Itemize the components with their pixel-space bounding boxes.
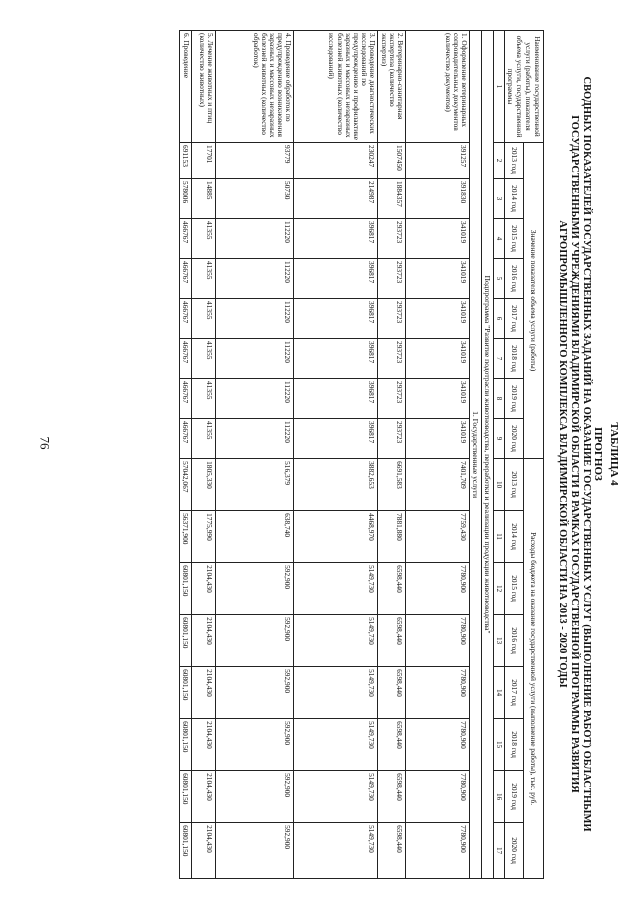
subprogram-row [482, 31, 494, 879]
volume-value: 391257 [406, 143, 470, 179]
year-header: 2015 год [505, 563, 525, 615]
expense-value: 7780,900 [406, 667, 470, 719]
expense-value: 592,900 [216, 771, 294, 823]
year-header: 2019 год [505, 771, 525, 823]
volume-value: 341019 [406, 379, 470, 419]
volume-value: 391830 [406, 179, 470, 219]
expense-value: 7780,900 [406, 615, 470, 667]
expense-value: 6598,440 [378, 823, 406, 879]
expense-value: 592,900 [216, 667, 294, 719]
column-number: 9 [494, 419, 505, 459]
volume-value: 466767 [180, 219, 192, 259]
column-number: 8 [494, 379, 505, 419]
expense-value: 7401,709 [406, 459, 470, 511]
year-header: 2015 год [505, 219, 525, 259]
year-header: 2018 год [505, 339, 525, 379]
table-row [406, 31, 470, 879]
year-header: 2013 год [505, 143, 525, 179]
volume-value: 112220 [216, 379, 294, 419]
expense-value: 5149,730 [294, 771, 378, 823]
expense-value: 5149,730 [294, 823, 378, 879]
volume-value: 293723 [378, 299, 406, 339]
year-header: 2020 год [505, 419, 525, 459]
section-title: 1. Государственные услуги [470, 31, 482, 879]
expense-value: 5149,730 [294, 719, 378, 771]
volume-value: 41355 [192, 419, 216, 459]
volume-value: 41355 [192, 379, 216, 419]
volume-value: 112220 [216, 419, 294, 459]
volume-value: 341019 [406, 419, 470, 459]
year-header: 2013 год [505, 459, 525, 511]
volume-value: 466767 [180, 299, 192, 339]
column-number: 13 [494, 615, 505, 667]
volume-value: 396817 [294, 259, 378, 299]
year-header: 2014 год [505, 179, 525, 219]
expense-value: 2104,430 [192, 667, 216, 719]
volume-value: 214987 [294, 179, 378, 219]
column-number: 12 [494, 563, 505, 615]
service-name: 3. Проведение диагностических исследований по предупреждению и профилактике заразных и массовых незаразных болезней животных (количество исследований) [294, 31, 378, 143]
expense-value: 592,900 [216, 719, 294, 771]
volume-value: 112220 [216, 299, 294, 339]
expense-value: 56371,900 [180, 511, 192, 563]
year-header: 2017 год [505, 667, 525, 719]
column-number: 4 [494, 219, 505, 259]
expense-header: Расходы бюджета на оказание государственной услуги (выполнение работы), тыс. руб. [524, 459, 544, 879]
volume-value: 41355 [192, 299, 216, 339]
expense-value: 2104,430 [192, 771, 216, 823]
expense-value: 4468,970 [294, 511, 378, 563]
volume-value: 112220 [216, 219, 294, 259]
title-line-2: ГОСУДАРСТВЕННЫМИ УЧРЕЖДЕНИЯМИ ВЛАДИМИРСКОЙ ОБЛАСТИ В РАМКАХ ГОСУДАРСТВЕННОЙ ПРОГРАММЫ РАЗВИТИЯ [569, 115, 580, 793]
expense-value: 1805,330 [192, 459, 216, 511]
table-row [180, 31, 192, 879]
year-header: 2016 год [505, 259, 525, 299]
volume-value: 396817 [294, 299, 378, 339]
section-row [470, 31, 482, 879]
volume-value: 41355 [192, 219, 216, 259]
table-row [294, 31, 378, 879]
expense-value: 60801,150 [180, 563, 192, 615]
expense-value: 6598,440 [378, 771, 406, 823]
year-header: 2019 год [505, 379, 525, 419]
column-number: 2 [494, 143, 505, 179]
expense-value: 7780,900 [406, 823, 470, 879]
expense-value: 592,900 [216, 563, 294, 615]
expense-value: 7780,900 [406, 563, 470, 615]
expense-value: 7780,900 [406, 771, 470, 823]
volume-value: 112220 [216, 339, 294, 379]
expense-value: 60801,150 [180, 771, 192, 823]
volume-value: 14885 [192, 179, 216, 219]
volume-value: 293723 [378, 339, 406, 379]
volume-value: 341019 [406, 259, 470, 299]
expense-value: 60801,150 [180, 823, 192, 879]
title-line-3: АГРОПРОМЫШЛЕННОГО КОМПЛЕКСА ВЛАДИМИРСКОЙ ОБЛАСТИ НА 2013 - 2020 ГОДЫ [557, 220, 568, 688]
expense-value: 2104,430 [192, 615, 216, 667]
name-header: Наименование государственной услуги (работы), показателя объема услуги, государственной программы [505, 31, 544, 143]
expense-value: 2104,430 [192, 563, 216, 615]
column-number: 6 [494, 299, 505, 339]
volume-value: 341019 [406, 219, 470, 259]
expense-value: 6598,440 [378, 719, 406, 771]
volume-header: Значение показателя объема услуги (работы) [524, 143, 544, 459]
year-header: 2017 год [505, 299, 525, 339]
column-number: 5 [494, 259, 505, 299]
year-header: 2016 год [505, 615, 525, 667]
volume-value: 1884357 [378, 179, 406, 219]
expense-value: 60801,150 [180, 615, 192, 667]
table-label: ТАБЛИЦА 4 [608, 422, 620, 486]
expense-value: 516,379 [216, 459, 294, 511]
expense-value: 7881,880 [378, 511, 406, 563]
column-number: 14 [494, 667, 505, 719]
expense-value: 6691,583 [378, 459, 406, 511]
document-title: ПРОГНОЗ [592, 427, 604, 481]
volume-value: 41355 [192, 339, 216, 379]
volume-value: 396817 [294, 379, 378, 419]
service-name: 4. Проведение обработок по предупреждению возникновения заразных и массовых незаразных болезней животных (количество обработок) [216, 31, 294, 143]
expense-value: 7759,430 [406, 511, 470, 563]
column-number: 3 [494, 179, 505, 219]
column-number: 16 [494, 771, 505, 823]
volume-value: 396817 [294, 419, 378, 459]
column-number: 11 [494, 511, 505, 563]
year-header: 2020 год [505, 823, 525, 879]
volume-value: 93779 [216, 143, 294, 179]
volume-value: 466767 [180, 339, 192, 379]
expense-value: 5149,730 [294, 563, 378, 615]
volume-value: 50730 [216, 179, 294, 219]
volume-value: 293723 [378, 259, 406, 299]
expense-value: 2104,430 [192, 823, 216, 879]
column-number: 1 [494, 31, 505, 143]
expense-value: 1775,990 [192, 511, 216, 563]
volume-value: 578006 [180, 179, 192, 219]
volume-value: 1507450 [378, 143, 406, 179]
expense-value: 5149,730 [294, 667, 378, 719]
expense-value: 5149,730 [294, 615, 378, 667]
volume-value: 230247 [294, 143, 378, 179]
service-name: 1. Оформление ветеринарных сопроводительных документов (количество документов) [406, 31, 470, 143]
volume-value: 341019 [406, 299, 470, 339]
forecast-table [179, 30, 544, 879]
expense-value: 60801,150 [180, 667, 192, 719]
table-row [216, 31, 294, 879]
table-row [192, 31, 216, 879]
volume-value: 41355 [192, 259, 216, 299]
service-name: 2. Ветеринарно-санитарная экспертиза (количество экспертиз) [378, 31, 406, 143]
service-name: 6. Проведение [180, 31, 192, 143]
expense-value: 638,740 [216, 511, 294, 563]
expense-value: 592,900 [216, 823, 294, 879]
volume-value: 466767 [180, 259, 192, 299]
table-row [378, 31, 406, 879]
expense-value: 7780,900 [406, 719, 470, 771]
volume-value: 112220 [216, 259, 294, 299]
subprogram-title: Подпрограмма "Развитие подотрасли животноводства, переработки и реализации продукции животноводства" [482, 31, 494, 879]
volume-value: 341019 [406, 339, 470, 379]
column-number: 10 [494, 459, 505, 511]
service-name: 5. Лечение животных и птиц (количество животных) [192, 31, 216, 143]
expense-value: 592,900 [216, 615, 294, 667]
year-header: 2018 год [505, 719, 525, 771]
volume-value: 17701 [192, 143, 216, 179]
title-block [544, 24, 636, 884]
volume-value: 466767 [180, 379, 192, 419]
column-number-row [494, 31, 505, 879]
volume-value: 293723 [378, 379, 406, 419]
expense-value: 2104,430 [192, 719, 216, 771]
column-number: 7 [494, 339, 505, 379]
rotated-page [36, 24, 636, 884]
title-line-1: СВОДНЫХ ПОКАЗАТЕЛЕЙ ГОСУДАРСТВЕННЫХ ЗАДАНИЙ НА ОКАЗАНИЕ ГОСУДАРСТВЕННЫХ УСЛУГ (ВЫПОЛНЕНИЕ РАБОТ) ОБЛАСТНЫМИ [581, 76, 592, 832]
expense-value: 57042,067 [180, 459, 192, 511]
volume-value: 293723 [378, 219, 406, 259]
volume-value: 396817 [294, 339, 378, 379]
expense-value: 60801,150 [180, 719, 192, 771]
expense-value: 3882,653 [294, 459, 378, 511]
expense-value: 6598,440 [378, 667, 406, 719]
column-number: 17 [494, 823, 505, 879]
year-header: 2014 год [505, 511, 525, 563]
volume-value: 293723 [378, 419, 406, 459]
expense-value: 6598,440 [378, 615, 406, 667]
page-number: 76 [37, 436, 53, 450]
column-number: 15 [494, 719, 505, 771]
volume-value: 396817 [294, 219, 378, 259]
year-header-row [505, 31, 525, 879]
volume-value: 466767 [180, 419, 192, 459]
volume-value: 691153 [180, 143, 192, 179]
expense-value: 6598,440 [378, 563, 406, 615]
